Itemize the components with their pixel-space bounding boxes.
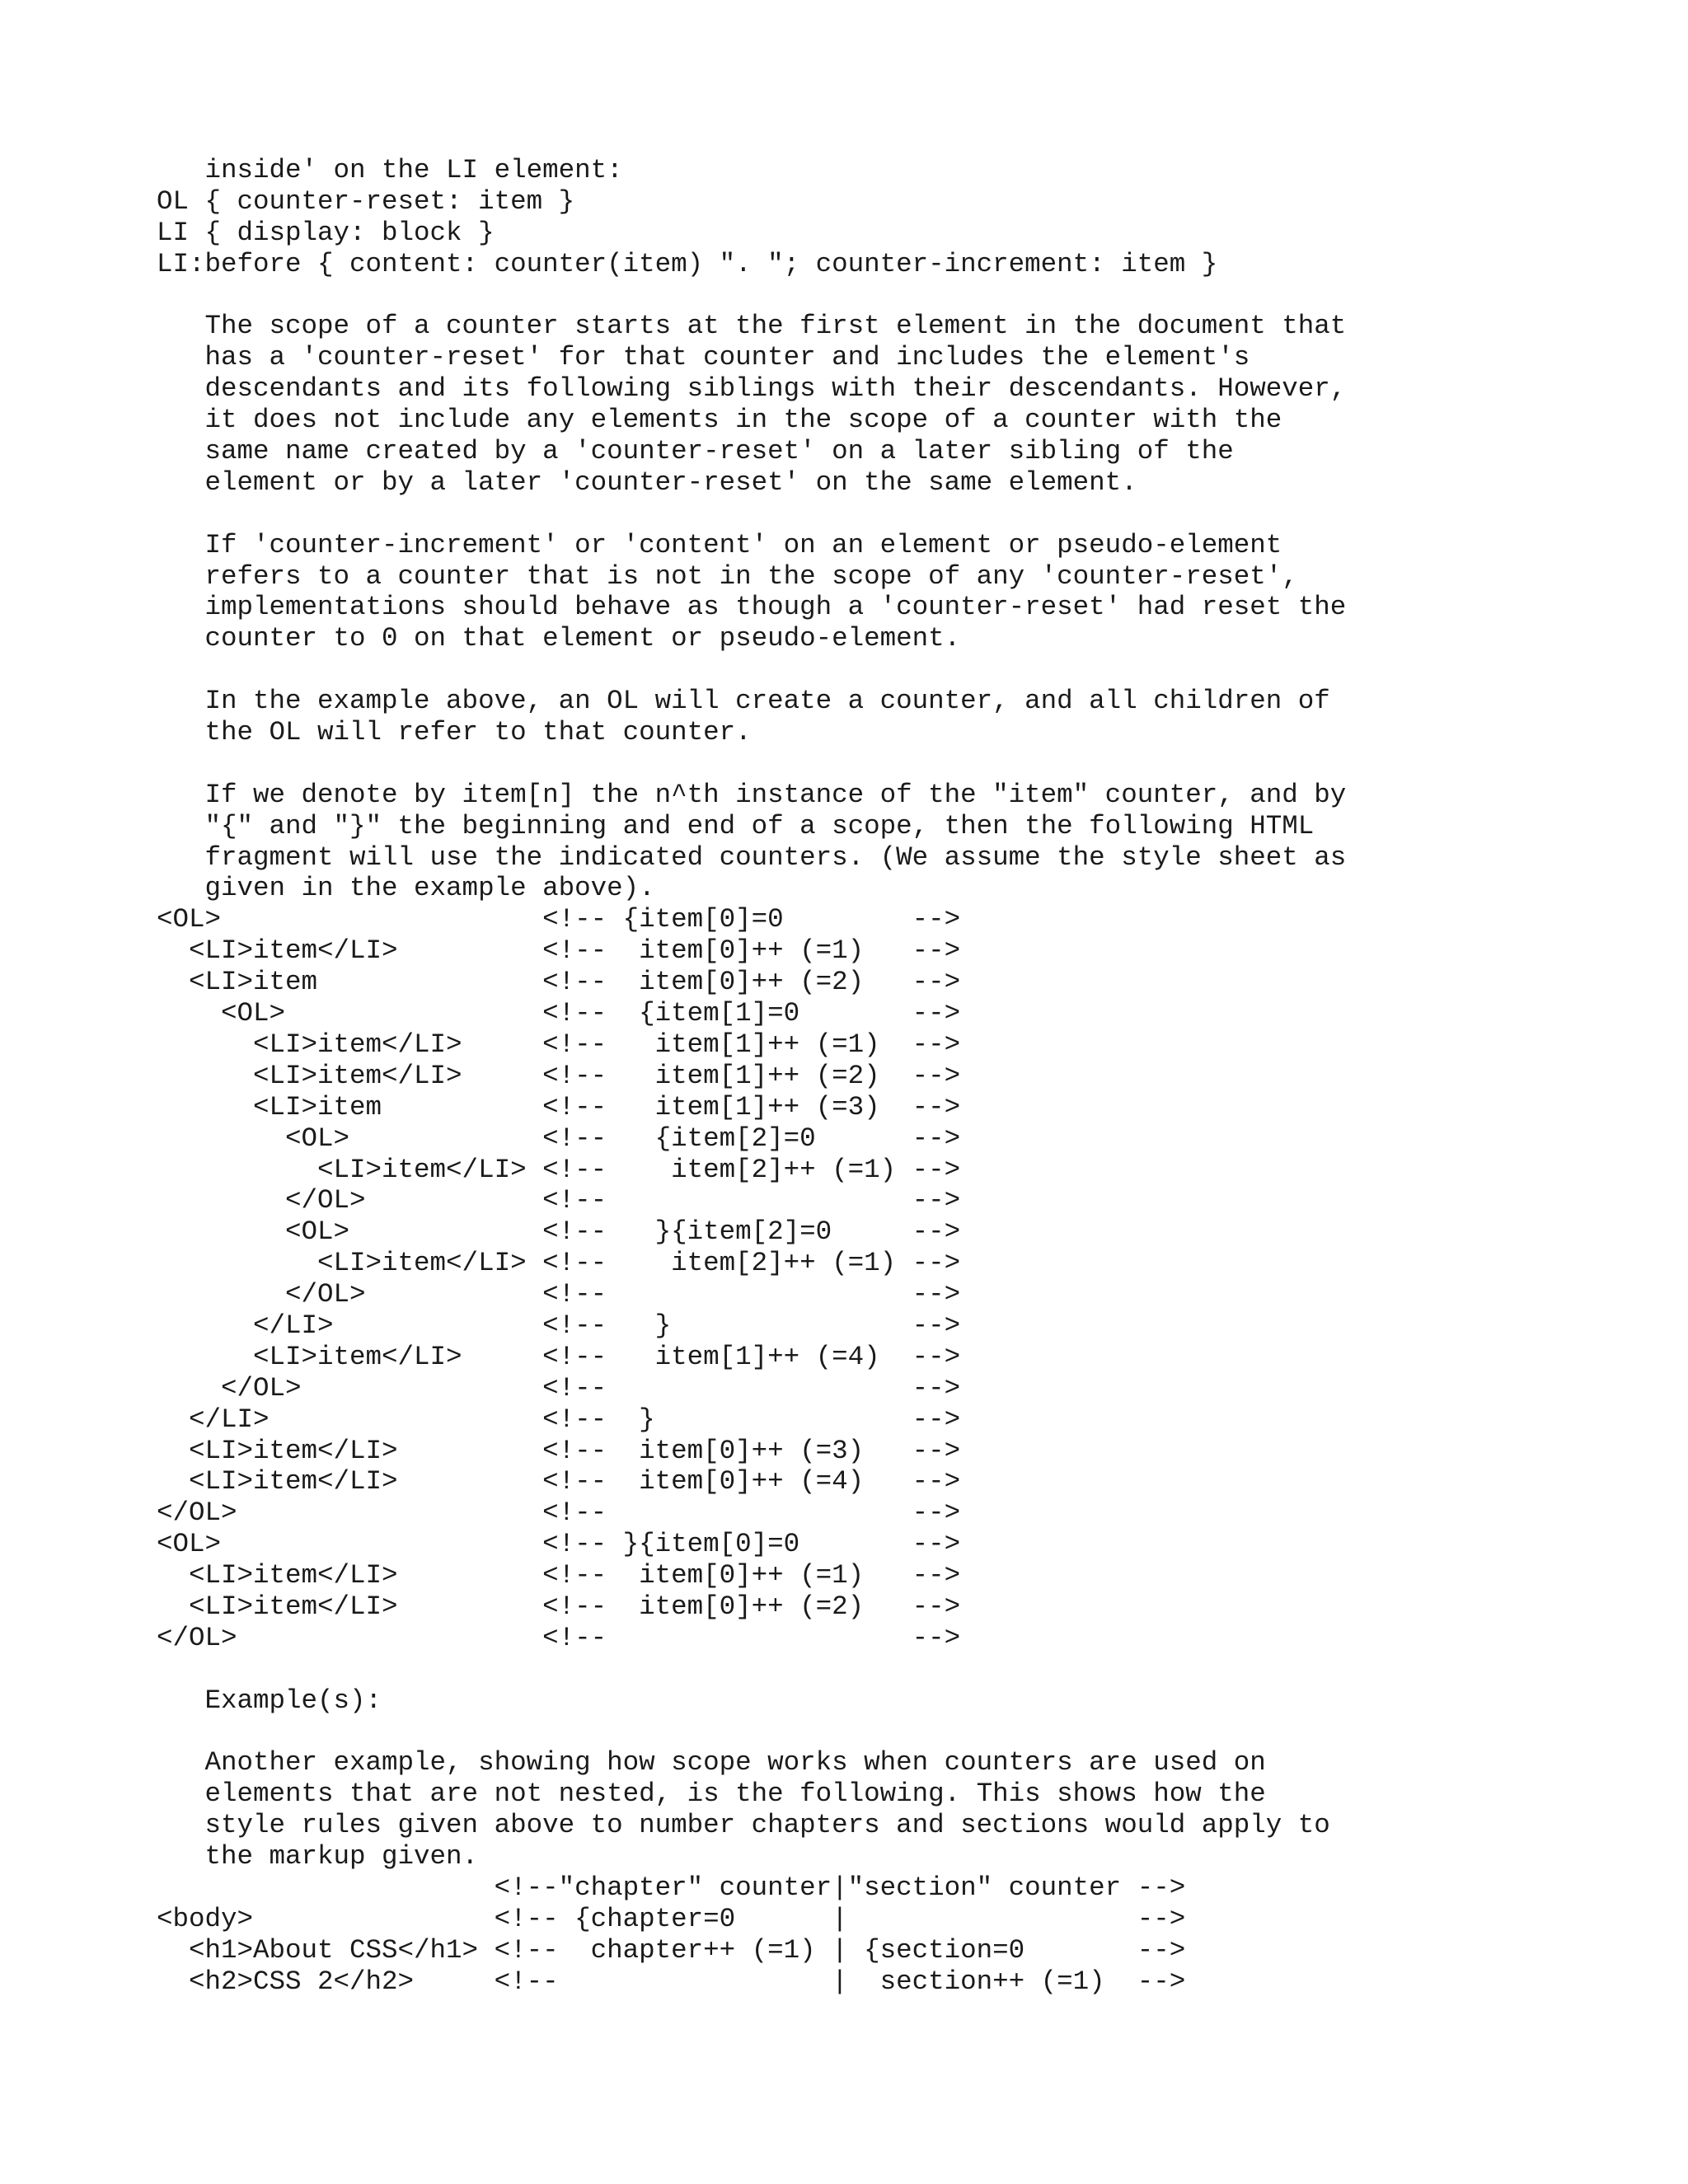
text-line [157, 499, 1346, 530]
text-line [157, 1654, 1346, 1685]
text-line: <LI>item</LI> <!-- item[0]++ (=1) --> [157, 935, 961, 967]
text-line: </OL> <!-- --> [157, 1279, 961, 1310]
text-line [157, 280, 1346, 312]
text-line: element or by a later 'counter-reset' on the same element. [157, 466, 1137, 498]
text-line: counter to 0 on that element or pseudo-element. [157, 623, 961, 654]
text-line [157, 1717, 1346, 1748]
text-line: LI { display: block } [157, 217, 495, 248]
text-line: style rules given above to number chapters and sections would apply to [157, 1810, 1330, 1841]
text-line: implementations should behave as though a 'counter-reset' had reset the [157, 592, 1347, 623]
text-line: the markup given. [157, 1841, 479, 1872]
text-line: The scope of a counter starts at the first element in the document that [157, 311, 1347, 342]
text-line: <LI>item</LI> <!-- item[1]++ (=4) --> [157, 1341, 961, 1372]
text-line: inside' on the LI element: [157, 155, 623, 185]
text-line: descendants and its following siblings with their descendants. However, [157, 373, 1347, 405]
text-line: <LI>item</LI> <!-- item[2]++ (=1) --> [157, 1248, 961, 1279]
text-line: In the example above, an OL will create a counter, and all children of [157, 686, 1330, 717]
text-line: <LI>item</LI> <!-- item[1]++ (=1) --> [157, 1029, 961, 1060]
text-line: </OL> <!-- --> [157, 1622, 961, 1653]
text-line [157, 654, 1346, 686]
text-line: <LI>item</LI> <!-- item[2]++ (=1) --> [157, 1154, 961, 1185]
text-line: <OL> <!-- {item[1]=0 --> [157, 998, 961, 1029]
text-line: "{" and "}" the beginning and end of a scope, then the following HTML [157, 810, 1315, 841]
text-line: </OL> <!-- --> [157, 1372, 961, 1404]
text-line: OL { counter-reset: item } [157, 185, 575, 217]
text-line: </LI> <!-- } --> [157, 1404, 961, 1435]
text-line: <LI>item</LI> <!-- item[0]++ (=2) --> [157, 1591, 961, 1622]
text-line: refers to a counter that is not in the scope of any 'counter-reset', [157, 560, 1298, 592]
text-line: If we denote by item[n] the n^th instance of the "item" counter, and by [157, 779, 1347, 810]
text-line: the OL will refer to that counter. [157, 717, 752, 748]
text-line: <!--"chapter" counter|"section" counter --> [157, 1872, 1186, 1903]
text-line: has a 'counter-reset' for that counter and includes the element's [157, 342, 1250, 373]
text-line: LI:before { content: counter(item) ". "; counter-increment: item } [157, 248, 1218, 279]
text-line: same name created by a 'counter-reset' on a later sibling of the [157, 436, 1234, 467]
text-line: Example(s): [157, 1685, 382, 1716]
text-line: elements that are not nested, is the following. This shows how the [157, 1779, 1266, 1810]
text-line: <LI>item</LI> <!-- item[0]++ (=4) --> [157, 1466, 961, 1497]
text-line: it does not include any elements in the scope of a counter with the [157, 405, 1282, 436]
text-line: <LI>item</LI> <!-- item[0]++ (=3) --> [157, 1435, 961, 1466]
text-line: <OL> <!-- }{item[0]=0 --> [157, 1529, 961, 1560]
text-line: </OL> <!-- --> [157, 1185, 961, 1216]
text-line: <body> <!-- {chapter=0 | --> [157, 1903, 1186, 1934]
text-line: given in the example above). [157, 873, 655, 904]
text-line: If 'counter-increment' or 'content' on an element or pseudo-element [157, 529, 1282, 560]
text-line: <OL> <!-- }{item[2]=0 --> [157, 1216, 961, 1248]
text-line: </LI> <!-- } --> [157, 1310, 961, 1341]
text-line: Another example, showing how scope works when counters are used on [157, 1747, 1266, 1779]
text-line: <OL> <!-- {item[2]=0 --> [157, 1122, 961, 1154]
document-text [157, 155, 1346, 1998]
text-line: </OL> <!-- --> [157, 1497, 961, 1529]
text-line: <LI>item</LI> <!-- item[1]++ (=2) --> [157, 1060, 961, 1091]
text-line: <LI>item</LI> <!-- item[0]++ (=1) --> [157, 1560, 961, 1591]
text-line: <h1>About CSS</h1> <!-- chapter++ (=1) | {section=0 --> [157, 1934, 1186, 1966]
text-line: <LI>item <!-- item[1]++ (=3) --> [157, 1091, 961, 1122]
text-line: <LI>item <!-- item[0]++ (=2) --> [157, 967, 961, 998]
text-line: <OL> <!-- {item[0]=0 --> [157, 904, 961, 935]
text-line: <h2>CSS 2</h2> <!-- | section++ (=1) --> [157, 1966, 1186, 1997]
text-line: fragment will use the indicated counters. (We assume the style sheet as [157, 841, 1347, 873]
text-line [157, 748, 1346, 780]
